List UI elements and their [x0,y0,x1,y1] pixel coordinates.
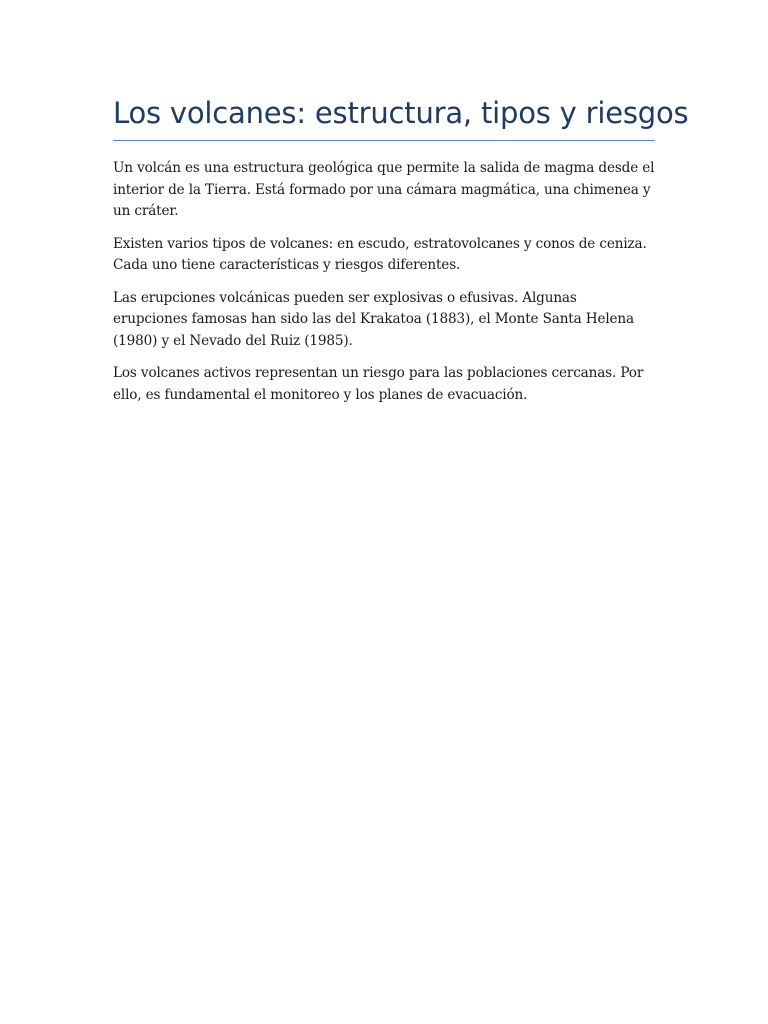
document-body [113,92,689,417]
paragraph-volcano-types: Existen varios tipos de volcanes: en escudo, estratovolcanes y conos de ceniza. Cada uno tiene características y riesgos diferentes. [113,235,647,273]
title-underline-divider [113,140,655,141]
paragraph-risks: Los volcanes activos representan un riesgo para las poblaciones cercanas. Por ello, es fundamental el monitoreo y los planes de evacuación. [113,365,644,403]
paragraph-volcano-definition: Un volcán es una estructura geológica que permite la salida de magma desde el interior de la Tierra. Está formado por una cámara magmática, una chimenea y un cráter. [113,160,655,219]
document-title: Los volcanes: estructura, tipos y riesgos [113,96,689,130]
paragraph-eruptions: Las erupciones volcánicas pueden ser explosivas o efusivas. Algunas erupciones famosas han sido las del Krakatoa (1883), el Monte Santa Helena (1980) y el Nevado del Ruiz (1985). [113,289,634,349]
